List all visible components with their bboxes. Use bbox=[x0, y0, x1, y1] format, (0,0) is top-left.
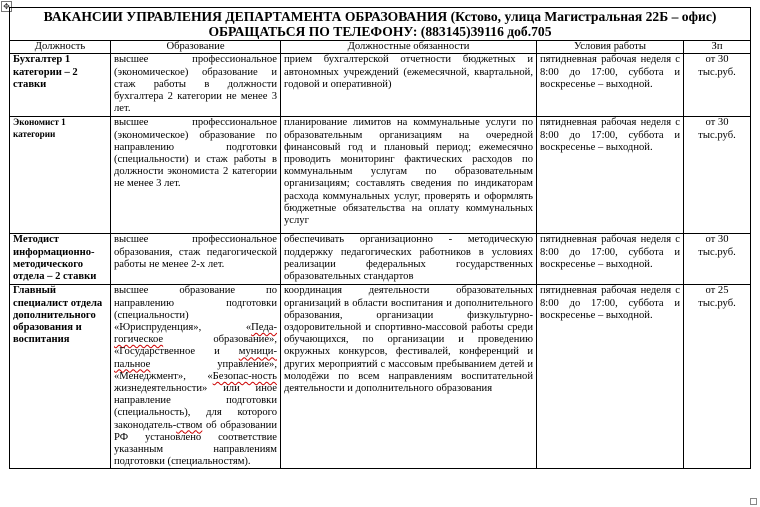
spellcheck-word[interactable]: Безопас-ность bbox=[212, 370, 277, 382]
position-cell: Главный специалист отдела дополнительного образования и воспитания bbox=[10, 285, 111, 469]
conditions-cell: пятидневная рабочая неделя с 8:00 до 17:00, суббота и воскресенье – выходной. bbox=[537, 117, 684, 234]
header-conditions: Условия работы bbox=[537, 41, 684, 54]
position-cell: Методист информационно-методического отдела – 2 ставки bbox=[10, 234, 111, 285]
education-text-part: высшее образование по направлению подготовки (специальности) «Юриспруденция», « bbox=[114, 285, 277, 334]
education-cell: высшее профессиональное образования, стаж педагогической работы не менее 2-х лет. bbox=[111, 234, 281, 285]
salary-cell: от 30 тыс.руб. bbox=[684, 234, 751, 285]
salary-cell: от 30 тыс.руб. bbox=[684, 117, 751, 234]
education-text-part: управление», «Менеджмент», « bbox=[114, 358, 277, 382]
education-text-part: образование», «Государственное и bbox=[114, 334, 277, 358]
header-row bbox=[10, 41, 751, 54]
duties-cell: обеспечивать организационно - методическую поддержку педагогических работников в условиях реализации федеральных государственных образовательных стандартов bbox=[281, 234, 537, 285]
table-row bbox=[10, 234, 751, 285]
header-salary: Зп bbox=[684, 41, 751, 54]
table-resize-handle[interactable] bbox=[750, 498, 757, 505]
table-row bbox=[10, 54, 751, 117]
conditions-cell: пятидневная рабочая неделя с 8:00 до 17:00, суббота и воскресенье – выходной. bbox=[537, 285, 684, 469]
conditions-cell: пятидневная рабочая неделя с 8:00 до 17:00, суббота и воскресенье – выходной. bbox=[537, 234, 684, 285]
education-cell: высшее профессиональное (экономическое) образование по направлению подготовки (специальности) и стаж работы в должности экономиста 2 категории не менее 3 лет. bbox=[111, 117, 281, 234]
salary-cell: от 25 тыс.руб. bbox=[684, 285, 751, 469]
title-line-2: ОБРАЩАТЬСЯ ПО ТЕЛЕФОНУ: (883145)39116 доб.705 bbox=[208, 24, 552, 40]
table-row bbox=[10, 285, 751, 469]
header-education: Образование bbox=[111, 41, 281, 54]
header-position: Должность bbox=[10, 41, 111, 54]
title-row bbox=[10, 8, 751, 41]
table-row bbox=[10, 117, 751, 234]
spellcheck-word[interactable]: ством bbox=[176, 419, 203, 431]
title-line-1: ВАКАНСИИ УПРАВЛЕНИЯ ДЕПАРТАМЕНТА ОБРАЗОВАНИЯ (Кстово, улица Магистральная 22Б – офис) bbox=[43, 9, 717, 24]
duties-cell: планирование лимитов на коммунальные услуги по образовательным организациям на очередной финансовый год и плановый период; ежемесячно проводить мониторинг фактических расходов по коммунальным услугам по образовательным организациям; составлять сведения по индикаторам расхода коммунальных услуг, проверять и оформлять бюджетные обязательства на оплату коммунальных услуг bbox=[281, 117, 537, 234]
table-move-handle-icon[interactable]: ✥ bbox=[1, 1, 12, 12]
conditions-cell: пятидневная рабочая неделя с 8:00 до 17:00, суббота и воскресенье – выходной. bbox=[537, 54, 684, 117]
education-text-part: жизнедеятельности» или иное направление подготовки (специальность), для которого законодатель- bbox=[114, 383, 277, 431]
position-cell: Экономист 1 категории bbox=[10, 117, 111, 234]
table-title bbox=[10, 8, 751, 41]
education-text-part: об образовании РФ установлено соответствие указанным направлениям подготовки (специальностям). bbox=[114, 419, 277, 468]
duties-cell: координация деятельности образовательных организаций в области воспитания и дополнительного образования, организации физкультурно-оздоровительной и спортивно-массовой работы среди обучающихся, по организации и проведению окружных конкурсов, фестивалей, конференций и других мероприятий с массовым пребыванием детей и молодёжи по всем направлениям воспитательной деятельности и дополнительного образования bbox=[281, 285, 537, 469]
education-cell: высшее профессиональное (экономическое) образование и стаж работы в должности бухгалтера 2 категории не менее 3 лет. bbox=[111, 54, 281, 117]
duties-cell: прием бухгалтерской отчетности бюджетных и автономных учреждений (ежемесячной, квартальной, годовой и оперативной) bbox=[281, 54, 537, 117]
position-cell: Бухгалтер 1 категории – 2 ставки bbox=[10, 54, 111, 117]
vacancies-table bbox=[9, 7, 751, 469]
header-duties: Должностные обязанности bbox=[281, 41, 537, 54]
education-cell bbox=[111, 285, 281, 469]
salary-cell: от 30 тыс.руб. bbox=[684, 54, 751, 117]
spellcheck-word[interactable]: муници-пальное bbox=[114, 346, 277, 370]
spellcheck-word[interactable]: Педа-гогическое bbox=[114, 322, 277, 346]
